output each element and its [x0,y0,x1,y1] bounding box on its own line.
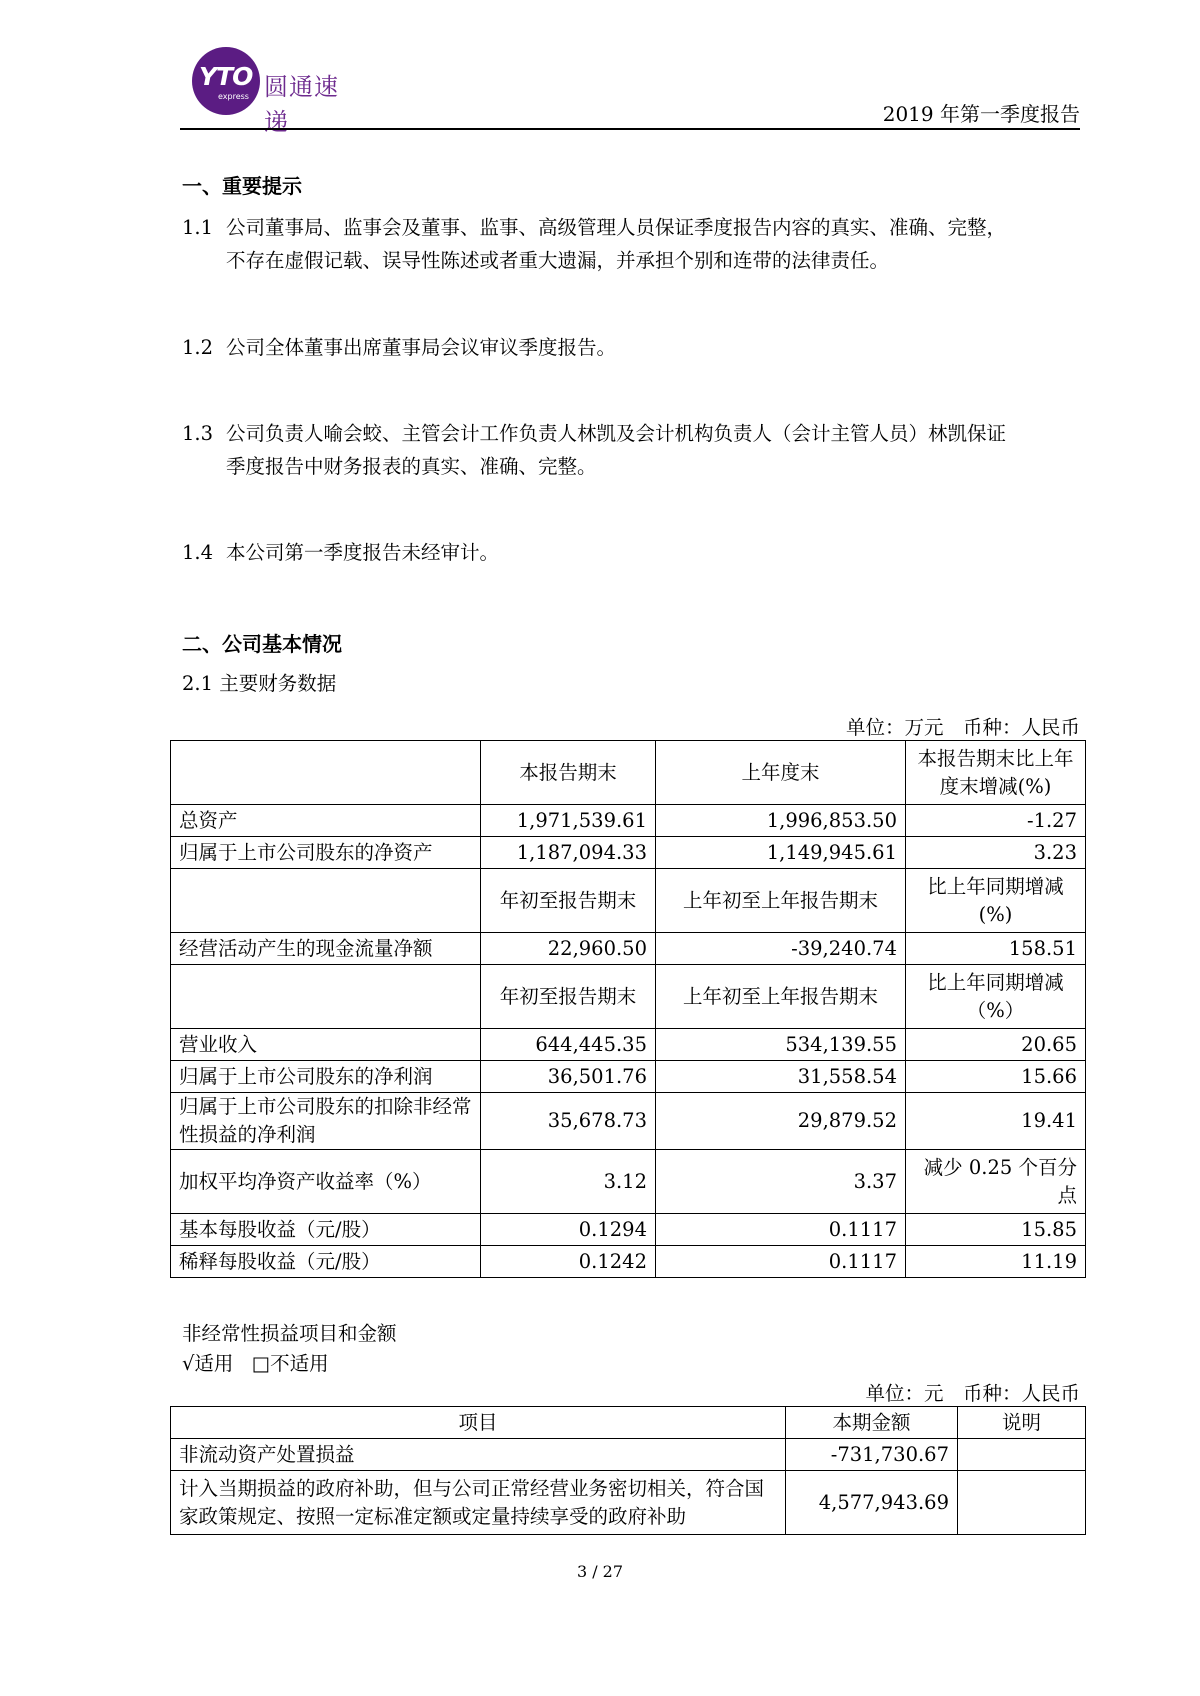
table-header-row: 本报告期末 上年度末 本报告期末比上年度末增减(%) [171,741,1086,805]
table-subheader-row: 年初至报告期末 上年初至上年报告期末 比上年同期增减(%) [171,869,1086,933]
table-row: 基本每股收益（元/股） 0.1294 0.1117 15.85 [171,1214,1086,1246]
table-row: 稀释每股收益（元/股） 0.1242 0.1117 11.19 [171,1246,1086,1278]
table-subheader-row: 年初至报告期末 上年初至上年报告期末 比上年同期增减（%） [171,965,1086,1029]
header-divider [180,128,1080,130]
section-1-title: 一、重要提示 [182,174,302,198]
table-row: 归属于上市公司股东的扣除非经常性损益的净利润 35,678.73 29,879.52 19.41 [171,1093,1086,1150]
company-logo [192,47,352,136]
section-2-1-title: 2.1 主要财务数据 [182,672,337,695]
page-number: 3 / 27 [576,1562,624,1581]
table-row: 经营活动产生的现金流量净额 22,960.50 -39,240.74 158.51 [171,933,1086,965]
nonrecurring-unit: 单位：元 币种：人民币 [865,1382,1080,1405]
section-2-title: 二、公司基本情况 [182,632,342,656]
item-1-2: 1.2 公司全体董事出席董事局会议审议季度报告。 [182,336,617,359]
logo-mark: YTO [199,62,253,91]
financial-data-table [170,740,1086,1278]
table-row: 加权平均净资产收益率（%） 3.12 3.37 减少 0.25 个百分点 [171,1150,1086,1214]
applicable-option: √适用 [182,1352,234,1375]
applicability [182,1348,329,1376]
table-row: 总资产 1,971,539.61 1,996,853.50 -1.27 [171,805,1086,837]
item-1-3: 1.3 公司负责人喻会蛟、主管会计工作负责人林凯及会计机构负责人（会计主管人员）林凯保证 季度报告中财务报表的真实、准确、完整。 [182,422,1007,478]
table-row: 非流动资产处置损益 -731,730.67 [171,1439,1086,1471]
item-1-1: 1.1 公司董事局、监事会及董事、监事、高级管理人员保证季度报告内容的真实、准确、完整， 不存在虚假记载、误导性陈述或者重大遗漏，并承担个别和连带的法律责任。 [182,216,1007,272]
report-title: 2019 年第一季度报告 [882,102,1080,126]
item-1-4: 1.4 本公司第一季度报告未经审计。 [182,541,500,564]
nonrecurring-title: 非经常性损益项目和金额 [182,1322,397,1345]
fin-table-unit: 单位：万元 币种：人民币 [845,716,1080,739]
nonrecurring-table [170,1406,1086,1535]
table-row: 计入当期损益的政府补助，但与公司正常经营业务密切相关，符合国家政策规定、按照一定标准定额或定量持续享受的政府补助 4,577,943.69 [171,1471,1086,1535]
table-header-row: 项目 本期金额 说明 [171,1407,1086,1439]
table-row: 营业收入 644,445.35 534,139.55 20.65 [171,1029,1086,1061]
table-row: 归属于上市公司股东的净资产 1,187,094.33 1,149,945.61 3.23 [171,837,1086,869]
logo-express: express [218,92,249,101]
not-applicable-option: □不适用 [251,1352,329,1375]
table-row: 归属于上市公司股东的净利润 36,501.76 31,558.54 15.66 [171,1061,1086,1093]
logo-company-name: 圆通速递 [264,73,339,136]
